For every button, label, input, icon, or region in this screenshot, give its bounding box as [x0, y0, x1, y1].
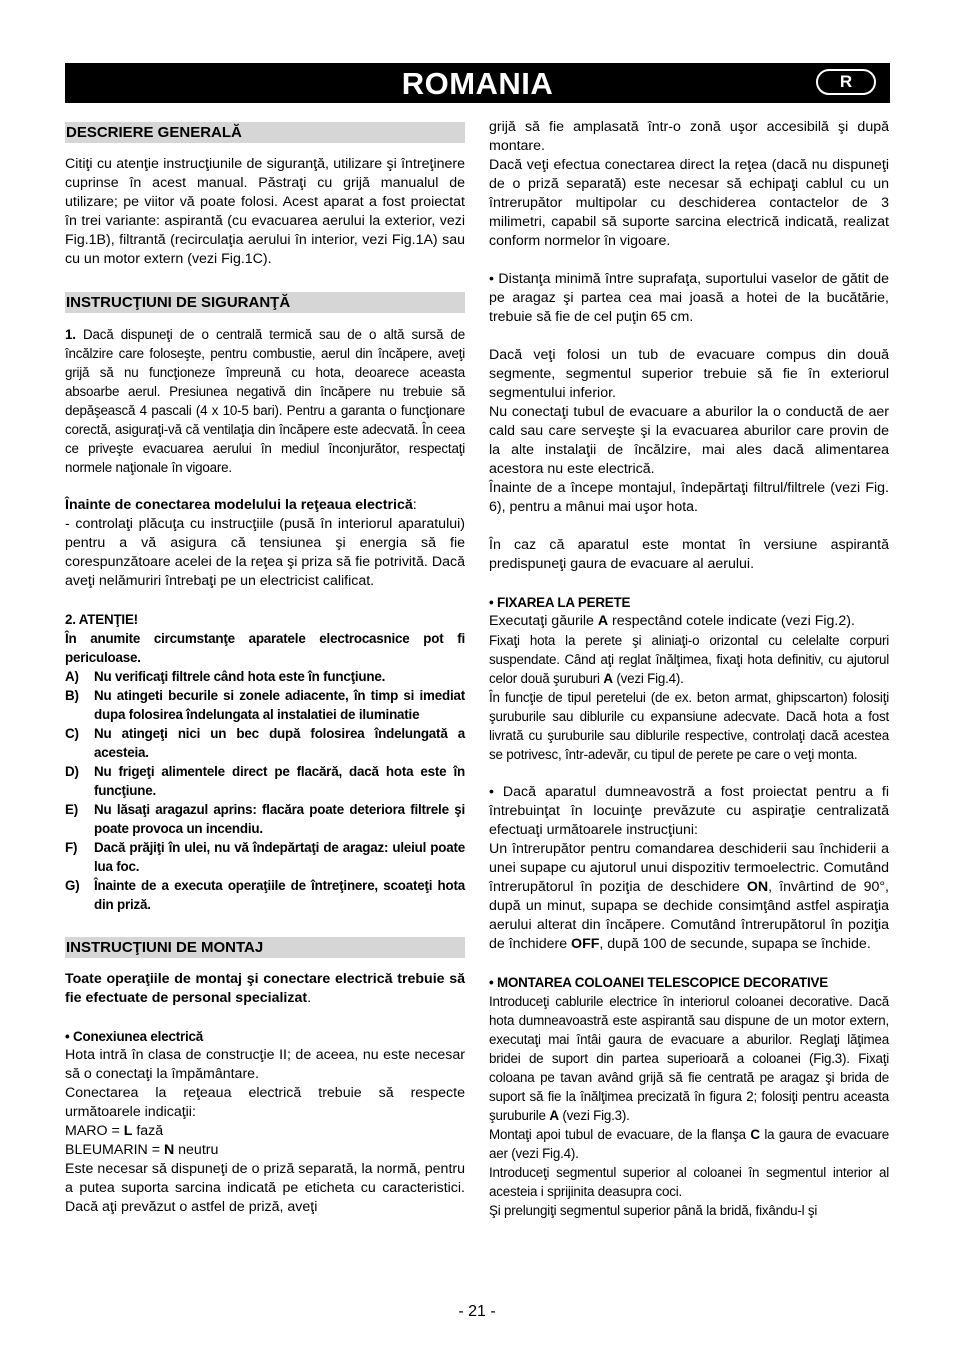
warning-item [65, 838, 465, 876]
warning-text: Nu lăsaţi aragazul aprins: flacăra poate deteriora filtrele şi poate provoca un incendiu. [94, 802, 465, 836]
column-mounting-text-4: Şi prelungiţi segmentul superior până la bridă, fixându-l şi [489, 1203, 818, 1218]
column-mounting-text-2: Montaţi apoi tubul de evacuare, de la flanşa C la gaura de evacuare aer (vezi Fig.4). [489, 1127, 889, 1161]
page-title: ROMANIA [401, 66, 554, 101]
section-heading-general: DESCRIERE GENERALĂ [65, 122, 465, 143]
aspirating-version-text: În caz că aparatul este montat în versiune aspirantă predispuneţi gaura de evacuare al aerului. [489, 537, 889, 572]
wire-blue: BLEUMARIN = N neutru [65, 1142, 219, 1158]
wall-fixing-text-2: Fixaţi hota la perete şi aliniaţi-o orizontal cu celelalte corpuri suspendate. Când aţi reglat înălţimea, fixaţi hota definitiv, cu ajutorul celor două şuruburi A (vezi Fig.4). [489, 633, 889, 686]
wall-fixing-text-3: În funcţie de tipul peretelui (de ex. beton armat, ghipscarton) folosiţi şuruburile sau diblurile cu expansiune adecvate. Dacă hota a fost livrată cu şuruburile sau diblurile respective, controlaţi dacă acestea se potrivesc, într-adevăr, cu tipul de perete pe care o veţi monta. [489, 690, 889, 762]
column-mounting-text-3: Introduceţi segmentul superior al coloanei în segmentul interior al acesteia i sprijinita deasupra coci. [489, 1165, 889, 1199]
warning-letter: G) [65, 878, 80, 893]
warning-letter: F) [65, 840, 78, 855]
warning-text: Dacă prăjiţi în ulei, nu vă îndepărtaţi de aragaz: uleiul poate lua foc. [94, 840, 465, 874]
warning-text: Înainte de a executa operaţiile de întreţinere, scoateţi hota din priză. [94, 878, 465, 912]
left-column [65, 118, 465, 1217]
safety-paragraph-1 [65, 325, 465, 477]
electrical-warning-heading: Înainte de conectarea modelului la reţeaua electrică: [65, 497, 417, 513]
warning-item [65, 686, 465, 724]
general-description-text: Citiţi cu atenţie instrucţiunile de siguranţă, utilizare şi întreţinere cuprinse în acest manual. Păstraţi cu grijă manualul de utilizare; pe viitor vă poate folosi. Acest aparat a fost proiectat în trei variante: aspirantă (cu evacuarea aerului la exterior, vezi Fig.1B), filtrantă (recirculaţia aerului în interior, vezi Fig.1A) sau cu un motor extern (vezi Fig.1C). [65, 156, 465, 267]
warning-text: Nu atingeti becurile si zonele adiacente, în timp si imediat dupa folosirea îndelungata al instalatiei de iluminatie [94, 688, 465, 722]
central-aspiration-text-1: • Dacă aparatul dumneavostră a fost proiectat pentru a fi întrebuinţat în locuinţe prevăzute cu aspiraţie centralizată efectuaţi următoarele instrucţiuni: [489, 784, 889, 838]
section-heading-safety: INSTRUCŢIUNI DE SIGURANŢĂ [65, 292, 465, 313]
remove-filters-text: Înainte de a începe montajul, îndepărtaţi filtrul/filtrele (vezi Fig. 6), pentru a mânui mai uşor hota. [489, 480, 889, 515]
page-number: - 21 - [458, 1303, 496, 1320]
socket-text: Este necesar să dispuneţi de o priză separată, la normă, pentru a putea suporta sarcina indicată pe eticheta cu caracteristici. Dacă aţi prevăzut o astfel de priză, aveţi [65, 1161, 465, 1215]
mounting-intro: Toate operaţiile de montaj şi conectare electrică trebuie să fie efectuate de personal specializat. [65, 971, 465, 1006]
warning-letter: B) [65, 688, 79, 703]
wall-fixing-text-1: Executaţi găurile A respectând cotele indicate (vezi Fig.2). [489, 613, 855, 629]
minimum-distance-text: • Distanţa minimă între suprafaţa, suportului vaselor de gătit de pe aragaz şi partea cea mai joasă a hotei de la bucătărie, trebuie să fie de cel puţin 65 cm. [489, 271, 889, 325]
warning-text: Nu atingeţi nici un bec după folosirea îndelungată a acesteia. [94, 726, 465, 760]
electrical-warning-text: - controlaţi plăcuţa cu instrucţiile (pusă în interiorul aparatului) pentru a vă asigura că tensiunea şi energia să fie corespunzătoare acelei de la reţea şi priza să fie potrivită. Dacă aveţi nelămuriri întrebaţi pe un electricist calificat. [65, 516, 465, 589]
socket-continued: grijă să fie amplasată într-o zonă uşor accesibilă şi după montare. [489, 119, 889, 154]
warning-item [65, 762, 465, 800]
warning-list [65, 667, 465, 914]
wall-fixing-heading: • FIXAREA LA PERETE [489, 595, 631, 610]
warning-letter: A) [65, 669, 79, 684]
connection-rules-text: Conectarea la reţeaua electrică trebuie să respecte următoarele indicaţii: [65, 1085, 465, 1120]
language-badge: R [816, 69, 876, 95]
column-mounting-text-1: Introduceţi cablurile electrice în interiorul coloanei decorative. Dacă hota dumneavoastră este aspirantă sau dispune de un motor extern, executaţi mai întâi gaura de evacuare a aburilor. Reglaţi lăţimea bridei de suport din partea superioară a coloanei (Fig.3). Fixaţi coloana pe tavan având grijă să fie centrată pe aragaz şi brida de suport să fie la înălţimea precizată în figura 2; folosiţi pentru aceasta şuruburile A (vezi Fig.3). [489, 994, 889, 1123]
warning-letter: E) [65, 802, 78, 817]
central-aspiration-text-2: Un întrerupător pentru comandarea deschiderii sau închiderii a unei supape cu ajutorul unui dispozitiv termoelectric. Comutând întrerupătorul în poziţia de deschidere ON, învârtind de 90°, după un minut, supapa se dechide consimţând astfel aspiraţia aerului alterat din încăpere. Comutând întrerupătorul în poziţia de închidere OFF, după 100 de secunde, supapa se închide. [489, 841, 889, 952]
safety-paragraph-1-text: Dacă dispuneţi de o centrală termică sau de o altă sursă de încălzire care foloseşte, pentru combustie, aerul din încăpere, aveţi grijă să nu funcţioneze împreună cu hota, deoarece aceasta absoarbe aerul. Presiunea negativă din încăpere nu trebuie să depăşească 4 pascali (4 x 10-5 bari). Pentru a garanta o funcţionare corectă, asiguraţi-vă că ventilaţia din încăpere este adecvată. În ceea ce priveşte evacuarea aerului în mediul înconjurător, respectaţi normele naţionale în vigoare. [65, 327, 465, 475]
connection-class-text: Hota intră în clasa de construcţie II; de aceea, nu este necesar să o conectaţi la împământare. [65, 1047, 465, 1082]
warning-item [65, 724, 465, 762]
header-bar [65, 63, 890, 103]
warning-letter: C) [65, 726, 79, 741]
right-column [489, 118, 889, 1220]
attention-intro: În anumite circumstanţe aparatele electrocasnice pot fi periculoase. [65, 631, 465, 665]
exhaust-tube-text: Dacă veţi folosi un tub de evacuare compus din două segmente, segmentul superior trebuie să fie în exteriorul segmentului inferior. [489, 347, 889, 401]
warning-text: Nu verificaţi filtrele când hota este în funcţiune. [94, 669, 386, 684]
electrical-connection-heading: • Conexiunea electrică [65, 1029, 203, 1044]
warning-letter: D) [65, 764, 79, 779]
wire-brown: MARO = L fază [65, 1123, 164, 1139]
warning-item [65, 667, 465, 686]
warning-text: Nu frigeţi alimentele direct pe flacără, dacă hota este în funcţiune. [94, 764, 465, 798]
item-number: 1. [65, 327, 76, 342]
section-heading-mounting: INSTRUCŢIUNI DE MONTAJ [65, 937, 465, 958]
warning-item [65, 800, 465, 838]
exhaust-warning-text: Nu conectaţi tubul de evacuare a aburilor la o conductă de aer cald sau care serveşte şi la evacuarea aburilor care provin de la alte instalaţii de încălzire, mai ales dacă alimentarea acestora nu este electrică. [489, 404, 889, 477]
direct-connection-text: Dacă veţi efectua conectarea direct la reţea (dacă nu dispuneţi de o priză separată) este necesar să echipaţi cablul cu un întrerupător multipolar cu deschiderea contactelor de 3 milimetri, capabil să suporte sarcina electrică indicată, realizat conform normelor în vigoare. [489, 157, 889, 249]
attention-heading: 2. ATENŢIE! [65, 612, 138, 627]
column-mounting-heading: • MONTAREA COLOANEI TELESCOPICE DECORATIVE [489, 975, 829, 990]
warning-item [65, 876, 465, 914]
